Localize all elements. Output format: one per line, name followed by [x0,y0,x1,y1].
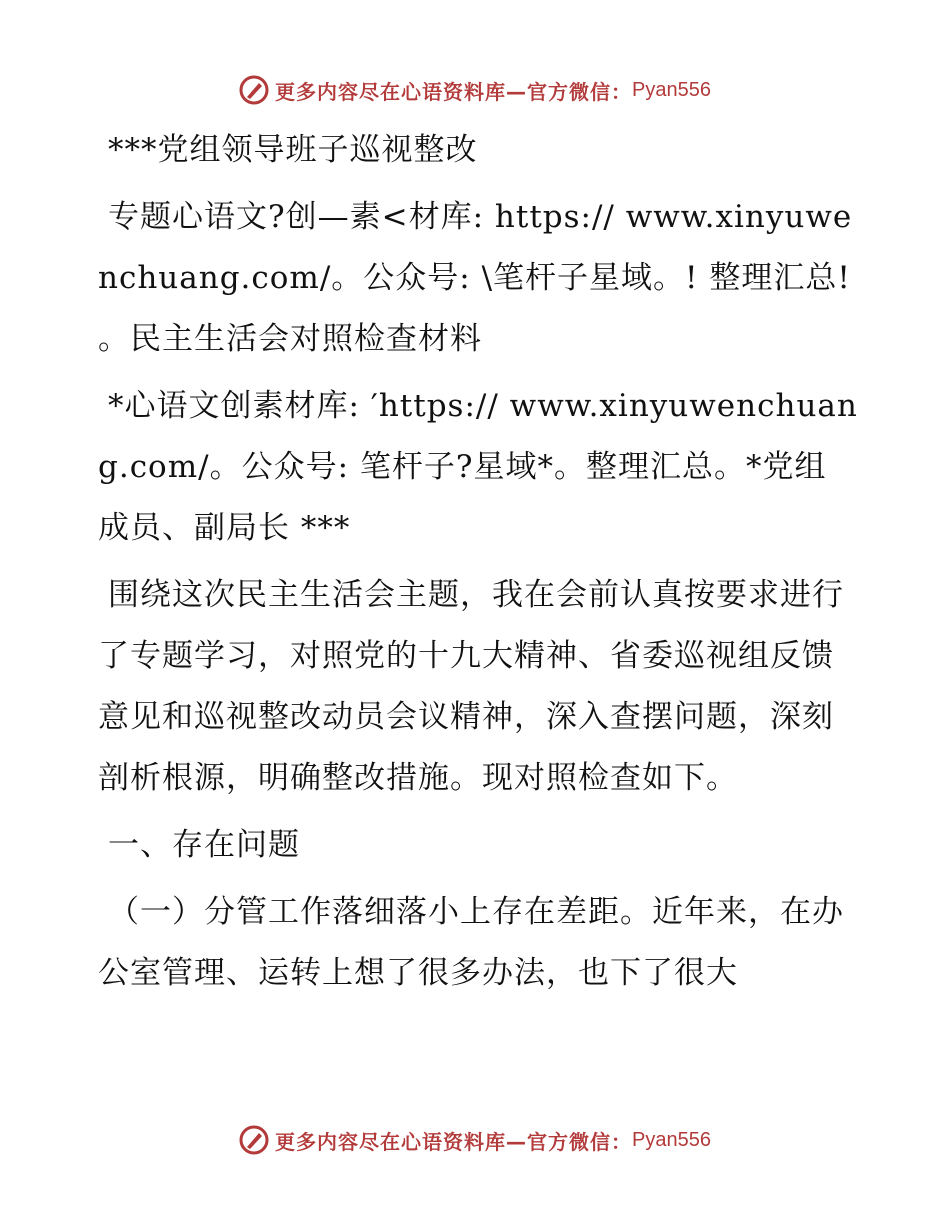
footer-watermark [0,1118,950,1162]
watermark-text: 更多内容尽在心语资料库—官方微信： [275,1129,633,1154]
watermark-handle: Pyan556 [632,1128,711,1151]
subsection-paragraph: （一）分管工作落细落小上存在差距。近年来，在办公室管理、运转上想了很多办法，也下了很大 [98,894,844,991]
author-note-paragraph: *心语文创素材库: ′https:// www.xinyuwenchuang.com/。公众号: 笔杆子?星域*。整理汇总。*党组成员、副局长 *** [98,388,858,546]
header-watermark [0,68,950,112]
intro-paragraph: 围绕这次民主生活会主题，我在会前认真按要求进行了专题学习，对照党的十九大精神、省委巡视组反馈意见和巡视整改动员会议精神，深入查摆问题，深刻剖析根源，明确整改措施。现对照检查如下。 [98,577,844,796]
source-note-paragraph: 专题心语文?创—素<材库: https:// www.xinyuwenchuang.com/。公众号: \笔杆子星域。! 整理汇总! 。民主生活会对照检查材料 [98,199,853,357]
pen-logo-icon [239,1125,269,1155]
watermark-handle: Pyan556 [632,78,711,101]
doc-title-line: ***党组领导班子巡视整改 [108,132,478,168]
document-body [98,120,858,1010]
section-heading: 一、存在问题 [108,827,300,863]
pen-logo-icon [239,75,269,105]
watermark-text: 更多内容尽在心语资料库—官方微信： [275,79,633,104]
